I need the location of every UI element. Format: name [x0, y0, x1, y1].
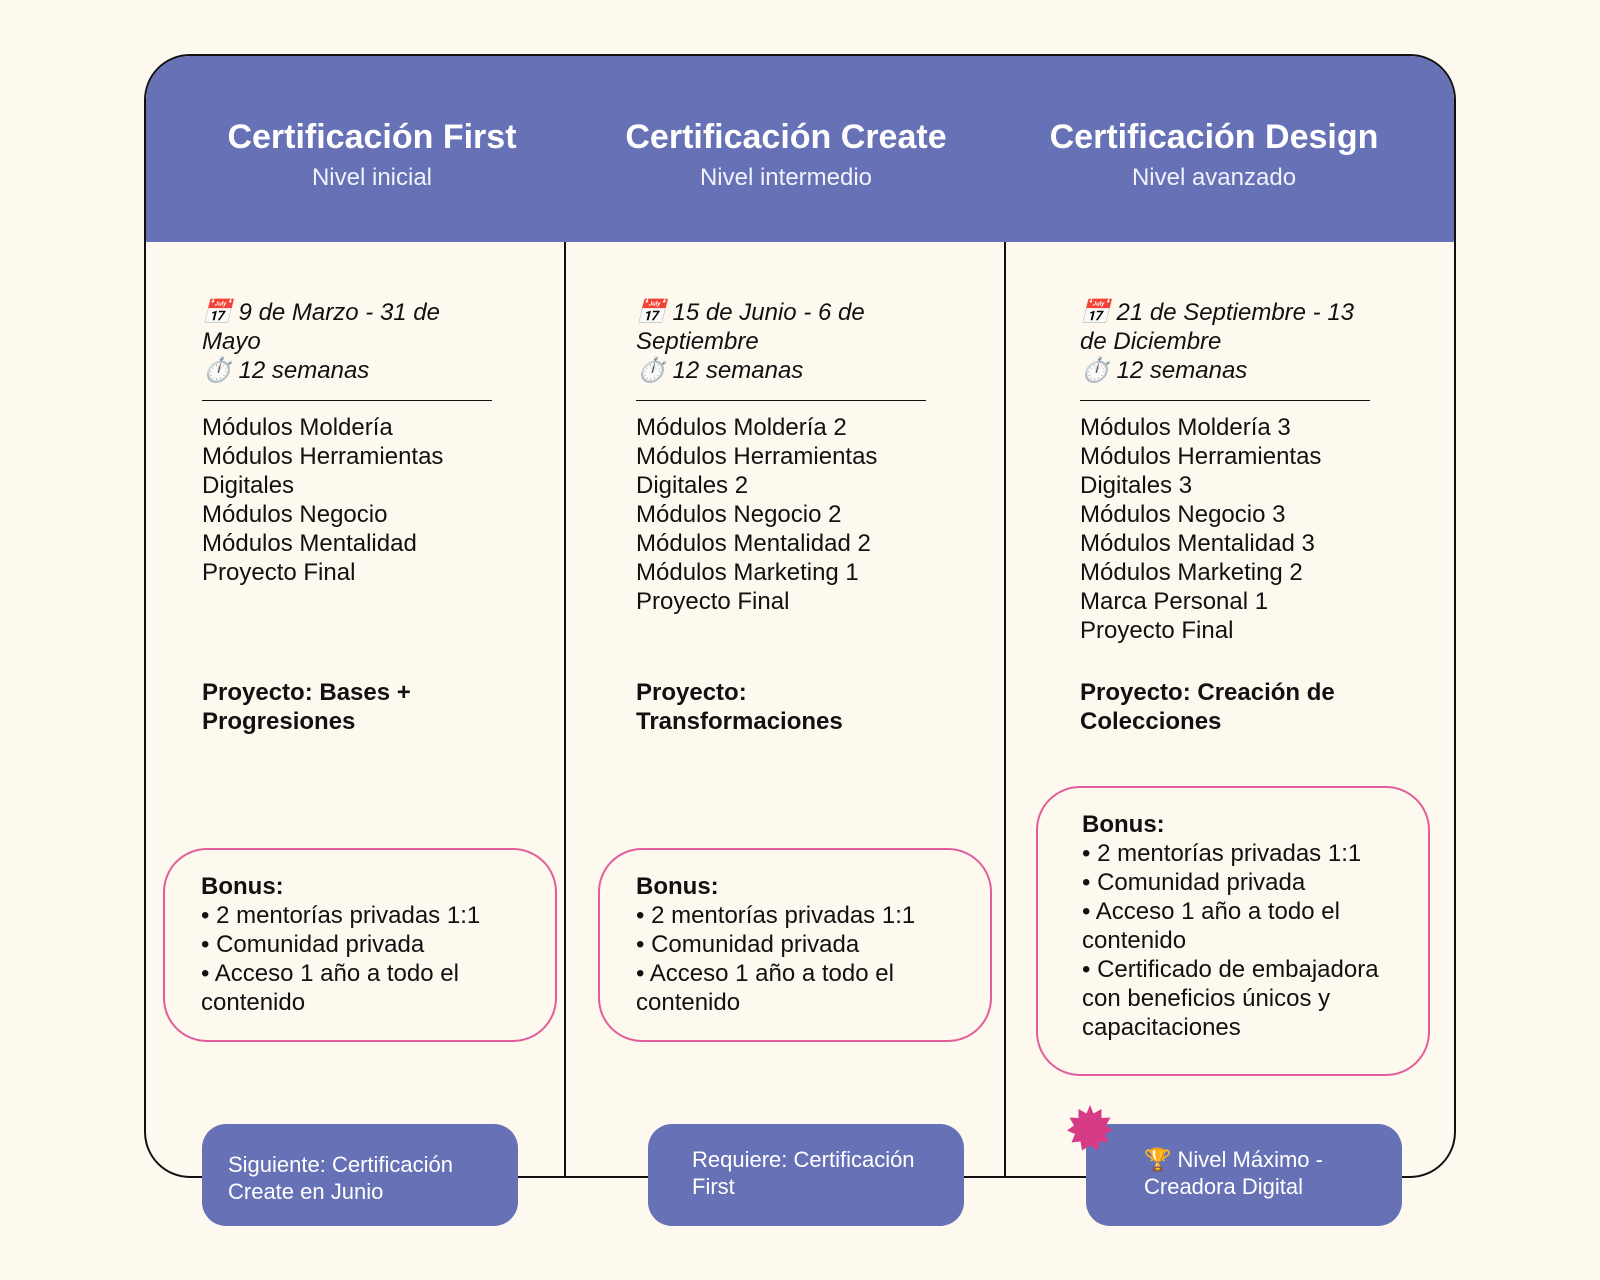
- module-item: Proyecto Final: [1080, 617, 1234, 644]
- module-item: Módulos Mentalidad: [202, 530, 417, 557]
- date-range: 📅 9 de Marzo - 31 de Mayo: [202, 299, 440, 355]
- module-item: Proyecto Final: [636, 588, 790, 615]
- module-item: Módulos Marketing 1: [636, 559, 859, 586]
- bonus-item: • 2 mentorías privadas 1:1: [636, 902, 916, 929]
- column-divider: [1004, 242, 1006, 1178]
- separator-line: [636, 400, 926, 401]
- separator-line: [1080, 400, 1370, 401]
- module-item: Módulos Negocio 2: [636, 501, 842, 528]
- footer-pill-first: Siguiente: Certificación Create en Junio: [202, 1124, 518, 1226]
- bonus-item: • 2 mentorías privadas 1:1: [1082, 840, 1362, 867]
- module-item: Módulos Mentalidad 2: [636, 530, 871, 557]
- project-label-create: Proyecto: Transformaciones: [636, 679, 843, 735]
- column-divider: [564, 242, 566, 1178]
- bonus-item: • Certificado de embajadora con beneficios únicos y capacitaciones: [1082, 956, 1379, 1041]
- duration: ⏱️ 12 semanas: [1080, 357, 1248, 384]
- column-subtitle-create: Nivel intermedio: [699, 164, 873, 191]
- bonus-item: • Comunidad privada: [1082, 869, 1306, 896]
- date-range: 📅 21 de Septiembre - 13 de Diciembre: [1080, 299, 1355, 355]
- module-item: Módulos Herramientas Digitales: [202, 443, 444, 499]
- bonus-title: Bonus:: [636, 873, 719, 900]
- bonus-box-create: [598, 848, 992, 1042]
- bonus-title: Bonus:: [1082, 811, 1165, 838]
- starburst-badge-icon: [1066, 1104, 1114, 1152]
- date-range: 📅 15 de Junio - 6 de Septiembre: [636, 299, 865, 355]
- column-subtitle-first: Nivel inicial: [311, 164, 433, 191]
- bonus-item: • 2 mentorías privadas 1:1: [201, 902, 481, 929]
- duration: ⏱️ 12 semanas: [202, 357, 370, 384]
- project-label-first: Proyecto: Bases + Progresiones: [202, 679, 411, 735]
- module-item: Módulos Negocio 3: [1080, 501, 1286, 528]
- module-item: Módulos Moldería 3: [1080, 414, 1291, 441]
- column-title-first: Certificación First: [227, 118, 517, 156]
- bonus-item: • Acceso 1 año a todo el contenido: [201, 960, 459, 1016]
- column-title-create: Certificación Create: [625, 118, 947, 156]
- column-body-first: [202, 298, 492, 587]
- module-item: Módulos Mentalidad 3: [1080, 530, 1315, 557]
- module-item: Módulos Negocio: [202, 501, 388, 528]
- column-title-design: Certificación Design: [1049, 118, 1379, 156]
- bonus-box-design: [1036, 786, 1430, 1076]
- bonus-box-first: [163, 848, 557, 1042]
- footer-pill-create: Requiere: Certificación First: [648, 1124, 964, 1226]
- column-subtitle-design: Nivel avanzado: [1131, 164, 1297, 191]
- module-item: Módulos Marketing 2: [1080, 559, 1303, 586]
- module-item: Módulos Moldería 2: [636, 414, 847, 441]
- module-item: Módulos Herramientas Digitales 2: [636, 443, 878, 499]
- module-item: Módulos Moldería: [202, 414, 393, 441]
- project-label-design: Proyecto: Creación de Colecciones: [1080, 679, 1335, 735]
- bonus-item: • Comunidad privada: [636, 931, 860, 958]
- column-body-create: [636, 298, 926, 616]
- module-item: Proyecto Final: [202, 559, 356, 586]
- bonus-item: • Acceso 1 año a todo el contenido: [636, 960, 894, 1016]
- column-body-design: [1080, 298, 1370, 645]
- duration: ⏱️ 12 semanas: [636, 357, 804, 384]
- module-item: Módulos Herramientas Digitales 3: [1080, 443, 1322, 499]
- bonus-item: • Comunidad privada: [201, 931, 425, 958]
- separator-line: [202, 400, 492, 401]
- bonus-title: Bonus:: [201, 873, 284, 900]
- footer-pill-design: 🏆 Nivel Máximo - Creadora Digital: [1086, 1124, 1402, 1226]
- bonus-item: • Acceso 1 año a todo el contenido: [1082, 898, 1340, 954]
- module-item: Marca Personal 1: [1080, 588, 1269, 615]
